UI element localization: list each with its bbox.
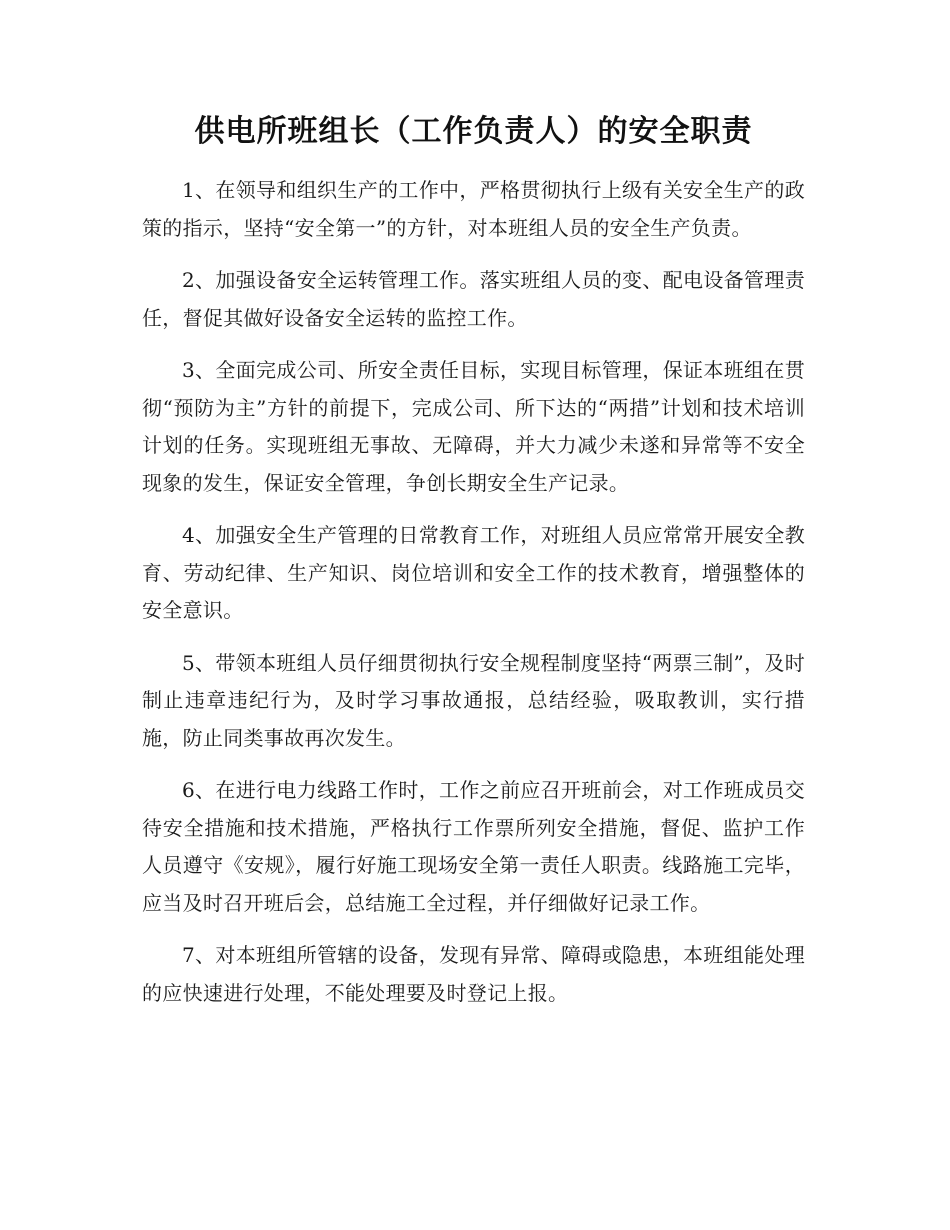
document-title: 供电所班组长（工作负责人）的安全职责 [194,114,753,149]
paragraph-4: 4、加强安全生产管理的日常教育工作，对班组人员应常常开展安全教育、劳动纪律、生产知识、岗位培训和安全工作的技术教育，增强整体的安全意识。 [142,523,805,622]
paragraph-7: 7、对本班组所管辖的设备，发现有异常、障碍或隐患，本班组能处理的应快速进行处理，不能处理要及时登记上报。 [142,943,805,1005]
paragraph-6: 6、在进行电力线路工作时，工作之前应召开班前会，对工作班成员交待安全措施和技术措施，严格执行工作票所列安全措施，督促、监护工作人员遵守《安规》，履行好施工现场安全第一责任人职责。线路施工完毕，应当及时召开班后会，总结施工全过程，并仔细做好记录工作。 [142,778,805,915]
paragraph-5: 5、带领本班组人员仔细贯彻执行安全规程制度坚持“两票三制”，及时制止违章违纪行为，及时学习事故通报，总结经验，吸取教训，实行措施，防止同类事故再次发生。 [142,650,805,750]
paragraph-2: 2、加强设备安全运转管理工作。落实班组人员的变、配电设备管理责任，督促其做好设备安全运转的监控工作。 [142,268,805,330]
paragraph-3: 3、全面完成公司、所安全责任目标，实现目标管理，保证本班组在贯彻“预防为主”方针的前提下，完成公司、所下达的“两措”计划和技术培训计划的任务。实现班组无事故、无障碍，并大力减少未遂和异常等不安全现象的发生，保证安全管理，争创长期安全生产记录。 [142,358,805,495]
paragraph-1: 1、在领导和组织生产的工作中，严格贯彻执行上级有关安全生产的政策的指示，坚持“安全第一”的方针，对本班组人员的安全生产负责。 [142,178,805,240]
